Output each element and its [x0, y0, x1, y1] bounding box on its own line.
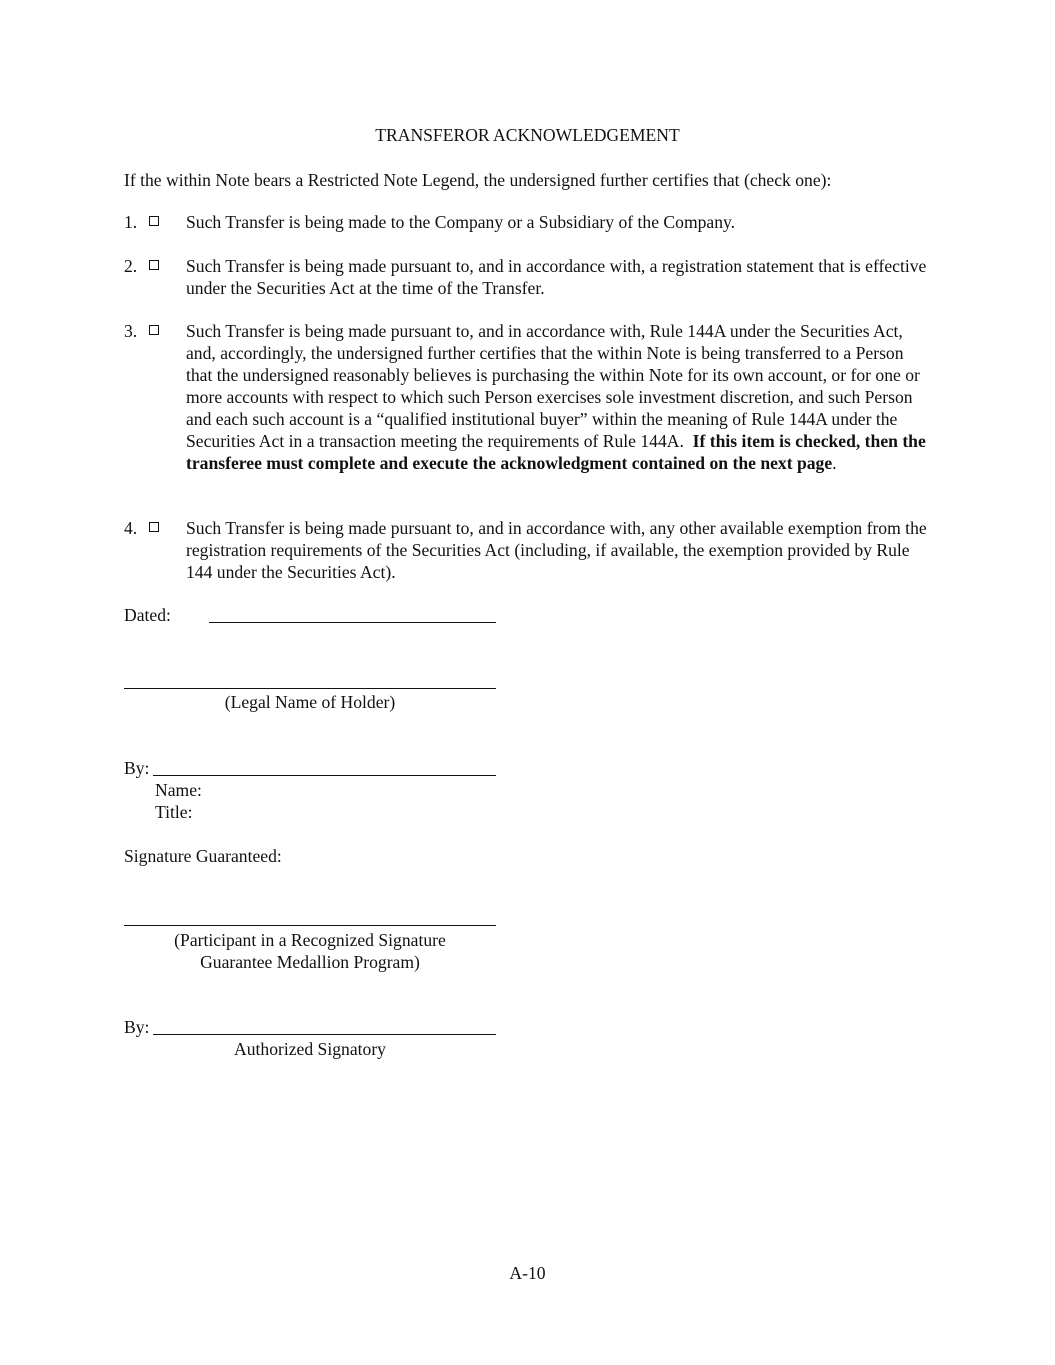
- authorized-signatory-caption: Authorized Signatory: [234, 1039, 386, 1059]
- signature-guaranteed-label: Signature Guaranteed:: [124, 846, 282, 866]
- authorized-signature-line[interactable]: [153, 1034, 496, 1035]
- page-title: TRANSFEROR ACKNOWLEDGEMENT: [375, 125, 680, 145]
- title-label: Title:: [155, 802, 193, 822]
- item-text: Such Transfer is being made to the Company or a Subsidiary of the Company.: [186, 212, 736, 232]
- by-label: By:: [124, 758, 150, 778]
- guarantor-caption-line2: Guarantee Medallion Program): [200, 952, 420, 972]
- page-number: A-10: [509, 1263, 546, 1283]
- item-number: 4.: [124, 518, 138, 538]
- item-trailing-punctuation: .: [832, 453, 837, 473]
- item-text: Such Transfer is being made pursuant to, and in accordance with, a registration statement that is effective under the Securities Act at the time of the Transfer.: [186, 256, 927, 298]
- by-signature-line[interactable]: [153, 775, 496, 776]
- checkbox-1[interactable]: [149, 216, 159, 226]
- item-text: Such Transfer is being made pursuant to, and in accordance with, any other available exemption from the registration requirements of the Securities Act (including, if available, the exemption provided by Rule 144 under the Securities Act).: [186, 518, 927, 582]
- guarantor-caption-line1: (Participant in a Recognized Signature: [174, 930, 446, 950]
- name-label: Name:: [155, 780, 202, 800]
- item-text: Such Transfer is being made pursuant to, and in accordance with, Rule 144A under the Securities Act, and, accordingly, the undersigned further certifies that the within Note is being transferred to a Person that the undersigned reasonably believes is purchasing the within Note for its own account, or for one or more accounts with respect to which such Person exercises sole investment discretion, and such Person and each such account is a “qualified institutional buyer” within the meaning of Rule 144A under the Securities Act in a transaction meeting the requirements of Rule 144A.: [186, 321, 920, 451]
- by-label-2: By:: [124, 1017, 150, 1037]
- holder-name-caption: (Legal Name of Holder): [224, 692, 396, 712]
- intro-text: If the within Note bears a Restricted Note Legend, the undersigned further certifies that (check one):: [124, 170, 832, 190]
- dated-signature-line[interactable]: [209, 622, 496, 623]
- checkbox-2[interactable]: [149, 260, 159, 270]
- checkbox-3[interactable]: [149, 325, 159, 335]
- guarantor-signature-line[interactable]: [124, 925, 496, 926]
- item-number: 2.: [124, 256, 138, 276]
- item-number: 3.: [124, 321, 138, 341]
- dated-label: Dated:: [124, 605, 171, 625]
- item-bold-text: If this item is checked, then the transferee must complete and execute the acknowledgment contained on the next page: [186, 431, 926, 473]
- checkbox-4[interactable]: [149, 522, 159, 532]
- item-number: 1.: [124, 212, 138, 232]
- holder-name-line[interactable]: [124, 688, 496, 689]
- item-text-block: [186, 320, 931, 474]
